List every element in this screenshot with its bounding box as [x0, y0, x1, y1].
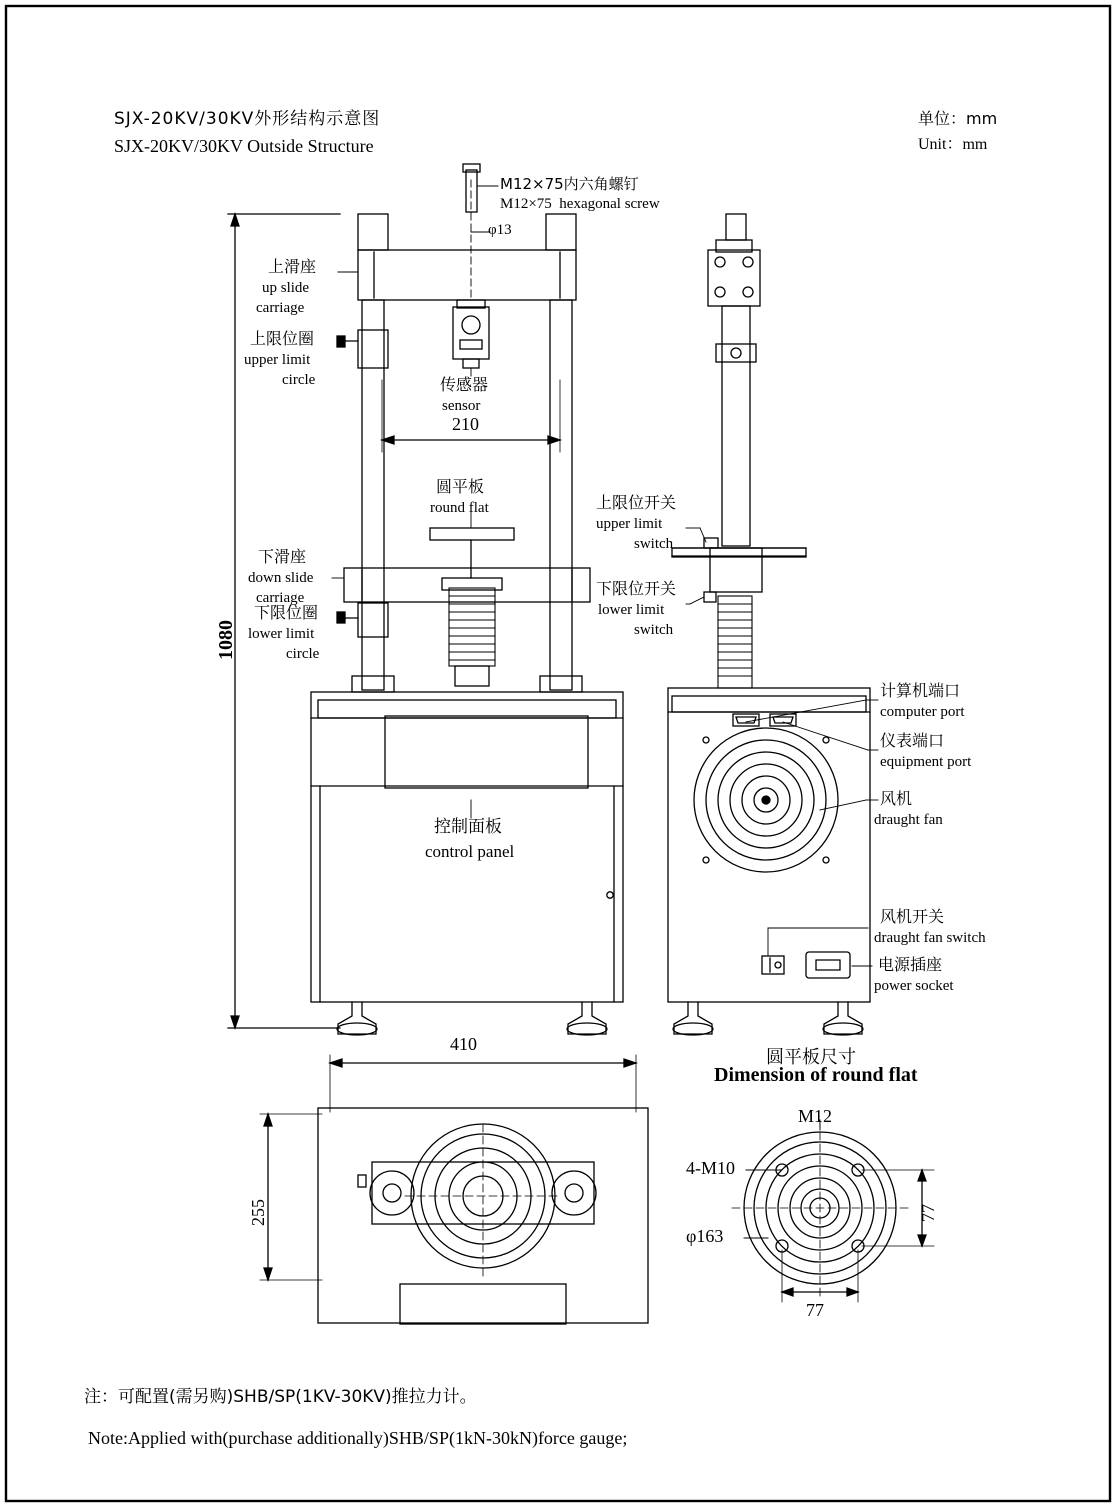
lower-limit-switch-en: lower limit — [598, 602, 665, 618]
fan-switch-cn: 风机开关 — [880, 907, 945, 926]
title-en: SJX-20KV/30KV Outside Structure — [114, 136, 374, 156]
equipment-port-en: equipment port — [880, 754, 972, 770]
phi163-label: φ163 — [686, 1226, 724, 1246]
lower-limit-circle-en: lower limit — [248, 626, 315, 642]
dimension-77-vertical: 77 — [918, 1204, 938, 1222]
m12-label: M12 — [798, 1106, 833, 1126]
dimension-77-horizontal: 77 — [806, 1300, 824, 1320]
upper-limit-switch-en2: switch — [634, 536, 674, 552]
power-socket-en: power socket — [874, 978, 954, 994]
control-panel-en: control panel — [425, 842, 515, 861]
unit-en: Unit：mm — [918, 136, 988, 153]
sensor-label-en: sensor — [442, 398, 481, 414]
dimension-255: 255 — [248, 1199, 268, 1226]
down-slide-carriage-en: down slide — [248, 570, 314, 586]
four-m10-label: 4-M10 — [686, 1158, 735, 1178]
title-cn: SJX-20KV/30KV外形结构示意图 — [114, 109, 381, 129]
round-flat-en: round flat — [430, 500, 489, 516]
draught-fan-en: draught fan — [874, 812, 943, 828]
down-slide-carriage-cn: 下滑座 — [258, 547, 307, 566]
phi13-dimension: φ13 — [488, 222, 512, 238]
dimension-210: 210 — [452, 414, 479, 434]
up-slide-carriage-cn: 上滑座 — [268, 257, 317, 276]
equipment-port-cn: 仪表端口 — [880, 731, 945, 750]
lower-limit-circle-en2: circle — [286, 646, 320, 662]
screw-label-cn: M12×75内六角螺钉 — [500, 175, 639, 193]
unit-cn: 单位：mm — [918, 109, 998, 128]
upper-limit-switch-cn: 上限位开关 — [596, 493, 677, 512]
lower-limit-switch-en2: switch — [634, 622, 674, 638]
up-slide-carriage-en2: carriage — [256, 300, 305, 316]
lower-limit-circle-cn: 下限位圈 — [254, 603, 319, 622]
dimension-410: 410 — [450, 1034, 477, 1054]
control-panel-cn: 控制面板 — [434, 817, 502, 837]
computer-port-cn: 计算机端口 — [880, 681, 961, 700]
upper-limit-switch-en: upper limit — [596, 516, 663, 532]
draught-fan-cn: 风机 — [880, 789, 913, 808]
computer-port-en: computer port — [880, 704, 965, 720]
round-flat-cn: 圆平板 — [436, 477, 485, 496]
upper-limit-circle-cn: 上限位圈 — [250, 329, 315, 348]
down-slide-carriage-en2: carriage — [256, 590, 305, 606]
power-socket-cn: 电源插座 — [878, 955, 943, 974]
note-en: Note:Applied with(purchase additionally)SHB/SP(1kN-30kN)force gauge; — [88, 1428, 628, 1448]
round-flat-dimension-title-cn: 圆平板尺寸 — [766, 1047, 856, 1068]
dimension-1080: 1080 — [215, 620, 237, 660]
upper-limit-circle-en: upper limit — [244, 352, 311, 368]
screw-label-en: M12×75 hexagonal screw — [500, 196, 660, 212]
lower-limit-switch-cn: 下限位开关 — [596, 579, 677, 598]
up-slide-carriage-en: up slide — [262, 280, 310, 296]
sensor-label-cn: 传感器 — [440, 375, 489, 394]
fan-switch-en: draught fan switch — [874, 930, 986, 946]
upper-limit-circle-en2: circle — [282, 372, 316, 388]
note-cn: 注：可配置(需另购)SHB/SP(1KV-30KV)推拉力计。 — [84, 1387, 477, 1407]
round-flat-dimension-title-en: Dimension of round flat — [714, 1064, 918, 1086]
